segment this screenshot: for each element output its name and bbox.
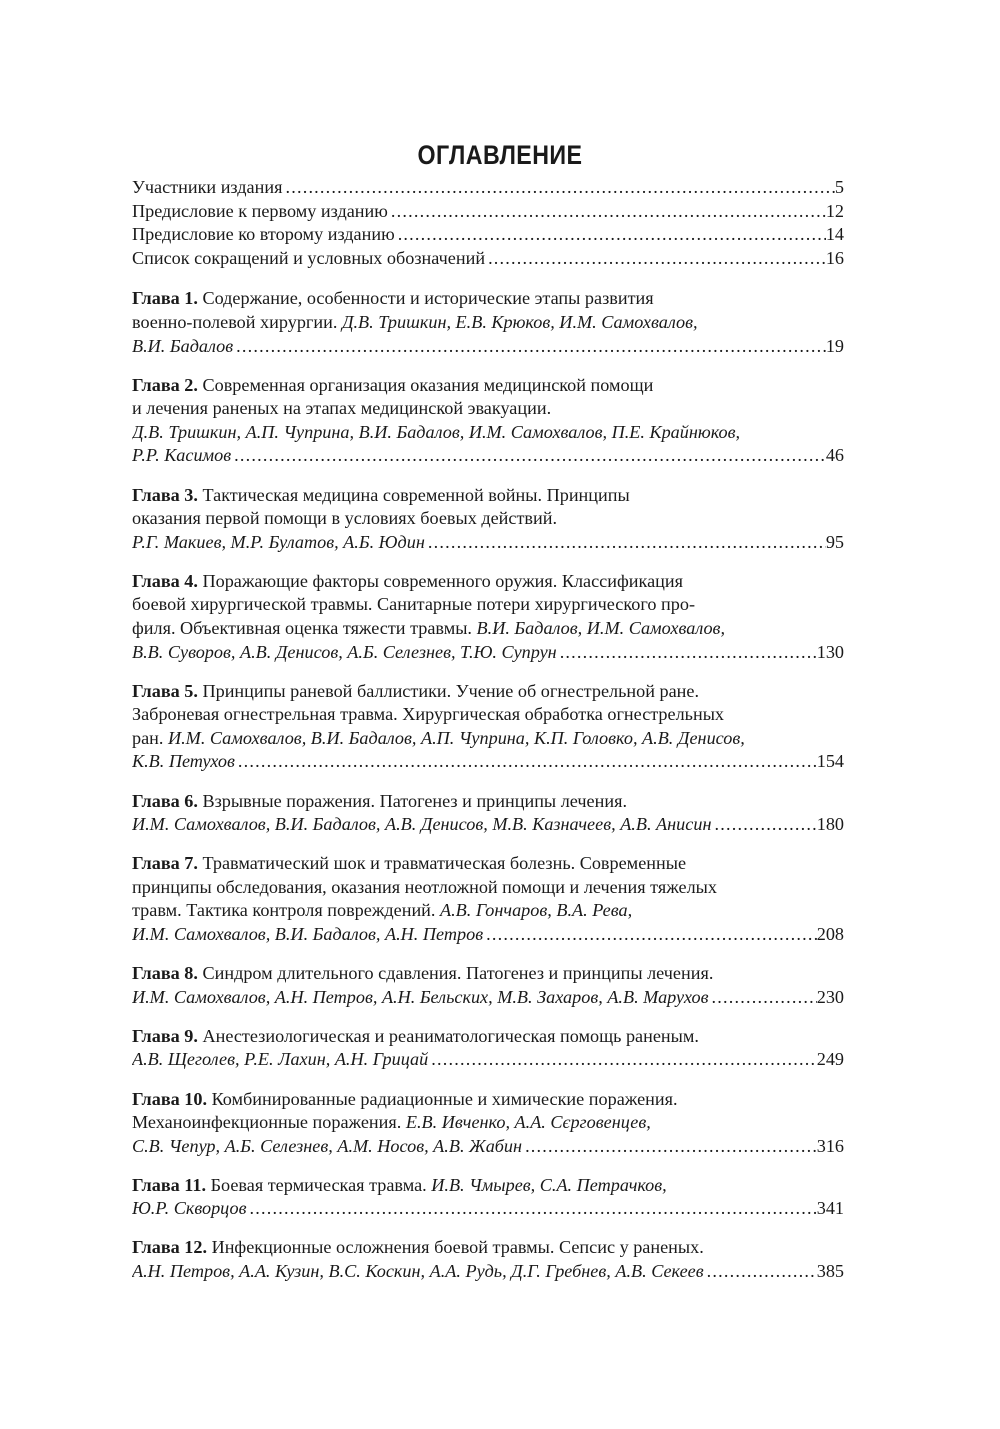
chapter-authors: Д.В. Тришкин, А.П. Чуприна, В.И. Бадалов, И.М. Самохвалов, П.Е. Крайнюков, — [132, 421, 741, 442]
chapter-entry[interactable] — [132, 287, 844, 358]
toc-line — [132, 923, 844, 947]
dot-leader — [711, 813, 816, 837]
chapter-authors: И.М. Самохвалов, В.И. Бадалов, А.В. Денисов, М.В. Казначеев, А.В. Анисин — [132, 814, 712, 835]
toc-entry-title: Предисловие к первому изданию — [132, 200, 388, 221]
toc-line — [132, 1260, 844, 1284]
chapters-list — [132, 287, 844, 1283]
dot-leader — [708, 986, 816, 1010]
page-number: 180 — [816, 814, 844, 835]
page-number: 385 — [816, 1261, 844, 1282]
page-number: 19 — [825, 335, 844, 356]
toc-line — [132, 374, 844, 398]
chapter-title-text: оказания первой помощи в условиях боевых действий. — [132, 508, 558, 529]
toc-line — [132, 1111, 844, 1135]
chapter-title-text: Принципы раневой баллистики. Учение об огнестрельной ране. — [202, 680, 700, 701]
chapter-title-text: Инфекционные осложнения боевой травмы. Сепсис у раненых. — [211, 1237, 704, 1258]
toc-line-text — [132, 1260, 704, 1284]
chapter-label: Глава 10. — [132, 1088, 208, 1109]
toc-line — [132, 790, 844, 814]
chapter-authors: Ю.Р. Скворцов — [132, 1198, 247, 1219]
section-gap — [132, 270, 844, 287]
chapter-entry[interactable] — [132, 962, 844, 1009]
chapter-title-text: военно-полевой хирургии. — [132, 311, 338, 332]
dot-leader — [282, 176, 834, 200]
dot-leader — [235, 750, 817, 774]
toc-line — [132, 287, 844, 311]
chapter-title-text: принципы обследования, оказания неотложной помощи и лечения тяжелых — [132, 876, 717, 897]
page-number: 154 — [816, 751, 844, 772]
chapter-authors: К.В. Петухов — [132, 751, 235, 772]
dot-leader — [557, 641, 817, 665]
chapter-authors: А.В. Гончаров, В.А. Рева, — [440, 900, 633, 921]
dot-leader — [388, 200, 826, 224]
chapter-label: Глава 9. — [132, 1025, 198, 1046]
toc-line-text — [132, 813, 711, 837]
page-number: 208 — [816, 924, 844, 945]
chapter-authors: Р.Г. Макиев, М.Р. Булатов, А.Б. Юдин — [132, 531, 425, 552]
toc-line — [132, 507, 844, 531]
chapter-entry[interactable] — [132, 570, 844, 664]
chapter-authors: В.И. Бадалов — [132, 335, 234, 356]
chapter-entry[interactable] — [132, 1025, 844, 1072]
chapter-title-text: Комбинированные радиационные и химические поражения. — [211, 1088, 678, 1109]
chapter-label: Глава 6. — [132, 790, 198, 811]
dot-leader — [483, 923, 817, 947]
chapter-title-text: Боевая термическая травма. — [210, 1174, 427, 1195]
toc-line-text — [132, 335, 233, 359]
dot-leader — [231, 444, 826, 468]
chapter-label: Глава 12. — [132, 1237, 208, 1258]
page-title: ОГЛАВЛЕНИЕ — [417, 140, 583, 170]
chapter-title-text: Содержание, особенности и исторические этапы развития — [202, 288, 654, 309]
page-number: 16 — [825, 247, 844, 268]
chapter-authors: В.В. Суворов, А.В. Денисов, А.Б. Селезнев, Т.Ю. Супрун — [132, 641, 557, 662]
chapter-title-text: ран. — [132, 727, 164, 748]
page-number: 12 — [825, 200, 844, 221]
toc-line — [132, 703, 844, 727]
toc-line — [132, 570, 844, 594]
toc-line — [132, 641, 844, 665]
chapter-title-text: Анестезиологическая и реаниматологическая помощь раненым. — [202, 1025, 699, 1046]
chapter-entry[interactable] — [132, 680, 844, 774]
chapter-entry[interactable] — [132, 852, 844, 946]
toc-line — [132, 962, 844, 986]
chapter-title-text: Травматический шок и травматическая болезнь. Современные — [202, 853, 687, 874]
toc-line-text — [132, 750, 235, 774]
dot-leader — [425, 531, 826, 555]
chapter-authors: Д.В. Тришкин, Е.В. Крюков, И.М. Самохвалов, — [341, 311, 698, 332]
chapter-entry[interactable] — [132, 1236, 844, 1283]
toc-line — [132, 1197, 844, 1221]
page-number: 5 — [834, 177, 844, 197]
dot-leader — [233, 335, 826, 359]
chapter-label: Глава 4. — [132, 570, 198, 591]
chapter-title-text: и лечения раненых на этапах медицинской эвакуации. — [132, 398, 552, 419]
chapter-title-text: Механоинфекционные поражения. — [132, 1112, 402, 1133]
chapter-authors: И.В. Чмырев, С.А. Петрачков, — [431, 1174, 667, 1195]
page-number: 95 — [825, 531, 844, 552]
toc-line — [132, 531, 844, 555]
page-number: 341 — [816, 1198, 844, 1219]
toc-line-text — [132, 531, 425, 555]
toc-line — [132, 750, 844, 774]
toc-entry-title: Список сокращений и условных обозначений — [132, 247, 486, 268]
chapter-authors: И.М. Самохвалов, В.И. Бадалов, А.П. Чуприна, К.П. Головко, А.В. Денисов, — [168, 727, 745, 748]
chapter-title-text: Взрывные поражения. Патогенез и принципы лечения. — [202, 790, 627, 811]
toc-line — [132, 680, 844, 704]
toc-line — [132, 1025, 844, 1049]
toc-line-text — [132, 641, 557, 665]
page-number: 230 — [816, 986, 844, 1007]
chapter-label: Глава 11. — [132, 1174, 207, 1195]
chapter-authors: А.В. Щеголев, Р.Е. Лахин, А.Н. Грицай — [132, 1049, 429, 1070]
chapter-authors: А.Н. Петров, А.А. Кузин, В.С. Коскин, А.А. Рудь, Д.Г. Гребнев, А.В. Секеев — [132, 1261, 704, 1282]
toc-entry-title: Участники издания — [132, 177, 283, 197]
chapter-title-text: филя. Объективная оценка тяжести травмы. — [132, 618, 472, 638]
chapter-title-text: боевой хирургической травмы. Санитарные потери хирургического про- — [132, 594, 696, 615]
toc-line — [132, 813, 844, 837]
toc-line — [132, 335, 844, 359]
toc-line — [132, 593, 844, 617]
front-matter-list — [132, 176, 844, 270]
table-of-contents — [132, 176, 844, 1284]
toc-entry-title: Предисловие ко второму изданию — [132, 224, 395, 245]
chapter-title-text: Синдром длительного сдавления. Патогенез и принципы лечения. — [202, 963, 714, 984]
chapter-entry[interactable] — [132, 790, 844, 837]
toc-line — [132, 397, 844, 421]
toc-entry[interactable] — [132, 247, 844, 271]
page-number: 46 — [825, 445, 844, 466]
toc-line — [132, 727, 844, 751]
chapter-title-text: Поражающие факторы современного оружия. Классификация — [202, 570, 683, 591]
page-number: 316 — [816, 1135, 844, 1156]
toc-line — [132, 876, 844, 900]
chapter-label: Глава 2. — [132, 374, 198, 395]
toc-line — [132, 617, 844, 641]
dot-leader — [247, 1197, 817, 1221]
toc-line — [132, 1088, 844, 1112]
toc-line — [132, 986, 844, 1010]
chapter-label: Глава 3. — [132, 484, 198, 505]
chapter-entry[interactable] — [132, 1088, 844, 1159]
toc-line-text — [132, 1048, 428, 1072]
dot-leader — [704, 1260, 817, 1284]
chapter-authors: Е.В. Ивченко, А.А. Сєрговенцев, — [405, 1112, 651, 1133]
dot-leader — [395, 223, 826, 247]
page-number: 14 — [825, 224, 844, 245]
toc-line — [132, 852, 844, 876]
toc-entry[interactable] — [132, 223, 844, 247]
chapter-label: Глава 7. — [132, 853, 198, 874]
toc-line-text — [132, 923, 483, 947]
toc-line-text — [132, 986, 708, 1010]
toc-entry[interactable] — [132, 176, 844, 200]
toc-line-text — [132, 1135, 522, 1159]
toc-line — [132, 899, 844, 923]
chapter-entry[interactable] — [132, 484, 844, 555]
toc-line — [132, 311, 844, 335]
toc-line — [132, 1048, 844, 1072]
dot-leader — [522, 1135, 817, 1159]
toc-line — [132, 1236, 844, 1260]
page-number: 249 — [816, 1049, 844, 1070]
chapter-authors: И.М. Самохвалов, В.И. Бадалов, А.Н. Петров — [132, 924, 484, 945]
chapter-title-text: Тактическая медицина современной войны. Принципы — [202, 484, 630, 505]
chapter-authors: Р.Р. Касимов — [132, 445, 232, 466]
toc-line — [132, 484, 844, 508]
chapter-label: Глава 5. — [132, 680, 198, 701]
chapter-label: Глава 8. — [132, 963, 198, 984]
dot-leader — [428, 1048, 816, 1072]
chapter-label: Глава 1. — [132, 288, 198, 309]
page-number: 130 — [816, 641, 844, 662]
chapter-entry[interactable] — [132, 374, 844, 468]
chapter-authors: С.В. Чепур, А.Б. Селезнев, А.М. Носов, А.В. Жабин — [132, 1135, 523, 1156]
toc-line — [132, 421, 844, 445]
chapter-title-text: травм. Тактика контроля повреждений. — [132, 900, 436, 921]
toc-line-text — [132, 444, 231, 468]
chapter-entry[interactable] — [132, 1174, 844, 1221]
chapter-authors: В.И. Бадалов, И.М. Самохвалов, — [476, 618, 726, 638]
chapter-authors: И.М. Самохвалов, А.Н. Петров, А.Н. Бельских, М.В. Захаров, А.В. Марухов — [132, 986, 709, 1007]
dot-leader — [485, 247, 826, 271]
toc-line — [132, 1174, 844, 1198]
chapter-title-text: Современная организация оказания медицинской помощи — [202, 374, 654, 395]
toc-line-text — [132, 1197, 247, 1221]
chapter-title-text: Заброневая огнестрельная травма. Хирургическая обработка огнестрельных — [132, 704, 725, 725]
toc-line — [132, 444, 844, 468]
toc-entry[interactable] — [132, 200, 844, 224]
toc-line — [132, 1135, 844, 1159]
